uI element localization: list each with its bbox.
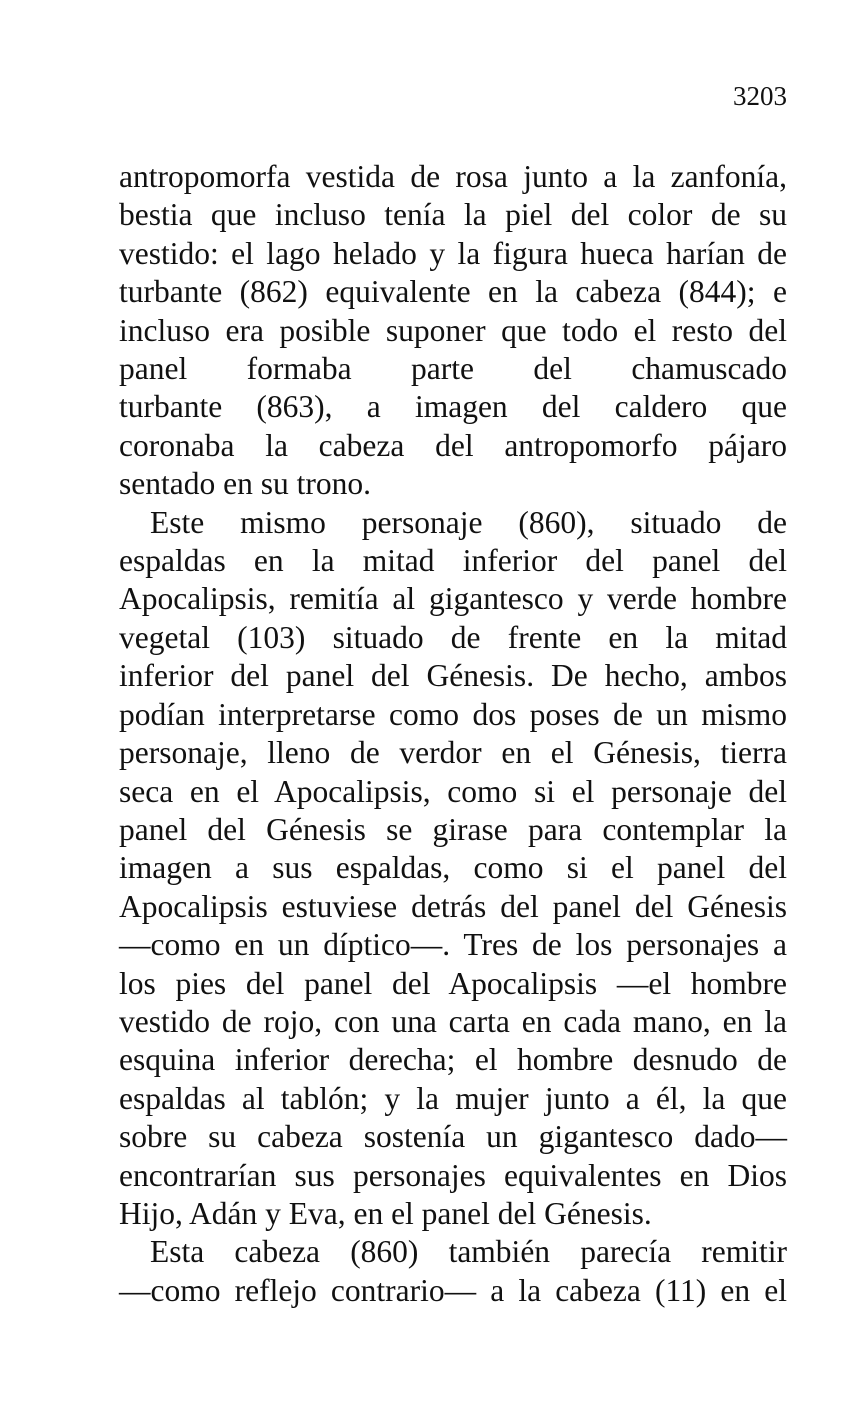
text-line: personaje, lleno de verdor en el Génesis, tierra bbox=[119, 735, 787, 771]
text-line: panel formaba parte del chamuscado bbox=[119, 351, 787, 387]
text-line: espaldas al tablón; y la mujer junto a él, la que bbox=[119, 1080, 787, 1116]
text-line: esquina inferior derecha; el hombre desnudo de bbox=[119, 1042, 787, 1078]
text-line: —como en un díptico—. Tres de los personajes a bbox=[119, 927, 787, 963]
text-line: Apocalipsis estuviese detrás del panel del Génesis bbox=[119, 888, 787, 924]
text-line: antropomorfa vestida de rosa junto a la zanfonía, bbox=[119, 159, 787, 194]
text-line: Este mismo personaje (860), situado de bbox=[150, 504, 787, 540]
text-line: espaldas en la mitad inferior del panel del bbox=[119, 543, 787, 579]
text-line: coronaba la cabeza del antropomorfo pájaro bbox=[119, 427, 787, 463]
page-number: 3203 bbox=[733, 81, 787, 111]
body-text bbox=[119, 158, 787, 1310]
text-line: turbante (863), a imagen del caldero que bbox=[119, 389, 787, 425]
text-line: panel del Génesis se girase para contemplar la bbox=[119, 811, 787, 847]
text-line: inferior del panel del Génesis. De hecho, ambos bbox=[119, 658, 787, 694]
text-line: Apocalipsis, remitía al gigantesco y verde hombre bbox=[119, 581, 787, 617]
text-line: vegetal (103) situado de frente en la mitad bbox=[119, 619, 787, 655]
text-line: seca en el Apocalipsis, como si el personaje del bbox=[119, 773, 787, 809]
text-line: vestido de rojo, con una carta en cada mano, en la bbox=[119, 1003, 787, 1039]
text-line: encontrarían sus personajes equivalentes en Dios bbox=[119, 1157, 787, 1193]
text-line: sentado en su trono. bbox=[119, 466, 371, 502]
text-line: bestia que incluso tenía la piel del color de su bbox=[119, 197, 787, 233]
text-line: sobre su cabeza sostenía un gigantesco dado— bbox=[119, 1119, 787, 1155]
text-line: Esta cabeza (860) también parecía remitir bbox=[150, 1234, 787, 1270]
text-line: —como reflejo contrario— a la cabeza (11) en el bbox=[119, 1272, 787, 1308]
text-line: vestido: el lago helado y la figura hueca harían de bbox=[119, 235, 787, 271]
text-line: incluso era posible suponer que todo el resto del bbox=[119, 312, 787, 348]
text-line: Hijo, Adán y Eva, en el panel del Génesis. bbox=[119, 1195, 652, 1231]
text-line: los pies del panel del Apocalipsis —el hombre bbox=[119, 965, 787, 1001]
text-line: turbante (862) equivalente en la cabeza (844); e bbox=[119, 274, 787, 310]
text-line: imagen a sus espaldas, como si el panel del bbox=[119, 850, 787, 886]
text-line: podían interpretarse como dos poses de un mismo bbox=[119, 696, 787, 732]
